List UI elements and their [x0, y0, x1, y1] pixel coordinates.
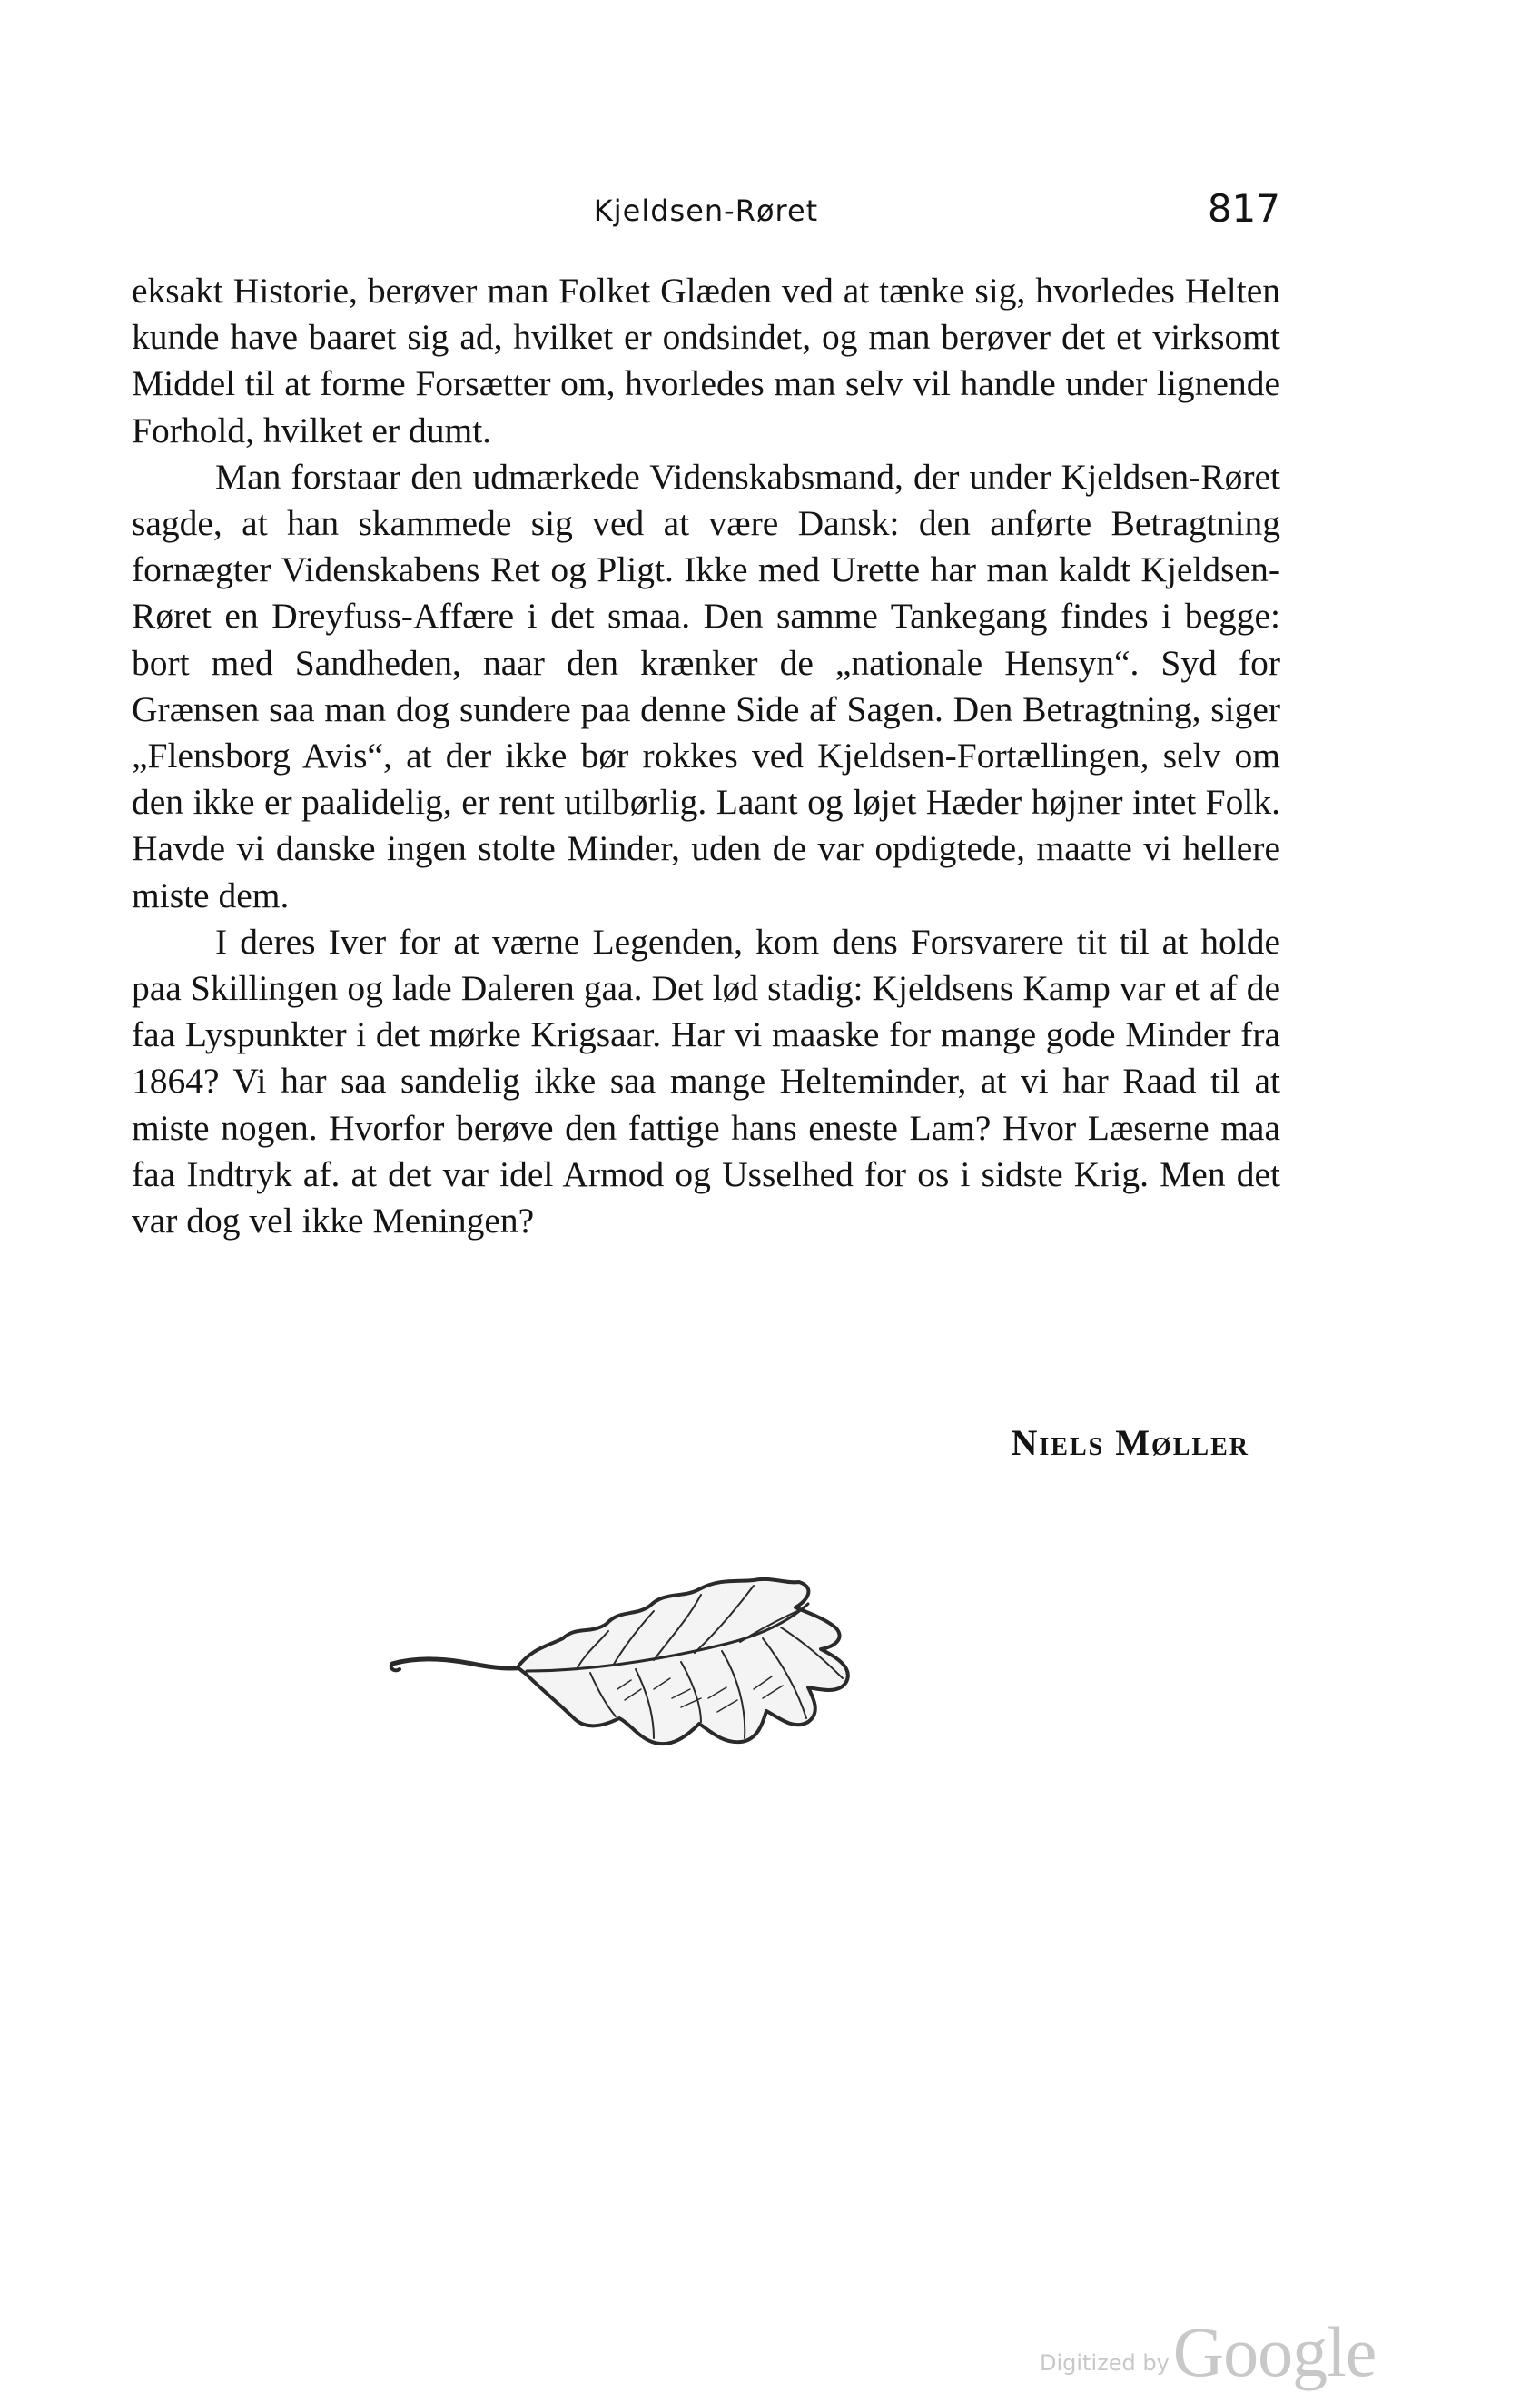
author-signature: Niels Møller — [1011, 1422, 1249, 1463]
digitized-prefix: Digitized by — [1040, 2350, 1170, 2376]
running-title: Kjeldsen-Røret — [593, 193, 819, 228]
oak-leaf-icon — [381, 1562, 926, 1771]
running-head — [132, 186, 1280, 241]
paragraph-3: I deres Iver for at værne Legenden, kom dens Forsvarere tit til at holde paa Skillingen og lade Daleren gaa. Det lød stadig: Kjeldsens Kamp var et af de faa Lyspunkter i det mørke Krigsaar. Har vi maaske for mange gode Minder fra 1864? Vi har saa sandelig ikke saa mange Helteminder, at vi har Raad til at miste nogen. Hvorfor berøve den fattige hans eneste Lam? Hvor Læserne maa faa Indtryk af. at det var idel Armod og Usselhed for os i sidste Krig. Men det var dog vel ikke Meningen? — [132, 921, 1280, 1241]
digitized-watermark — [1040, 2311, 1376, 2393]
paragraph-1: eksakt Historie, berøver man Folket Glæden ved at tænke sig, hvorledes Helten kunde have baaret sig ad, hvilket er ondsindet, og man berøver det et virksomt Middel til at forme Forsætter om, hvorledes man selv vil handle under lignende Forhold, hvilket er dumt. — [132, 271, 1280, 450]
body-text — [132, 268, 1280, 1244]
google-logo: Google — [1172, 2312, 1377, 2391]
page-number: 817 — [1207, 186, 1280, 231]
paragraph-2: Man forstaar den udmærkede Videnskabsmand, der under Kjeldsen-Røret sagde, at han skammede sig ved at være Dansk: den anførte Betragtning fornægter Videnskabens Ret og Pligt. Ikke med Urette har man kaldt Kjeldsen-Røret en Dreyfuss-Affære i det smaa. Den samme Tankegang findes i begge: bort med Sandheden, naar den krænker de „nationale Hensyn“. Syd for Grænsen saa man dog sundere paa denne Side af Sagen. Den Betragtning, siger „Flensborg Avis“, at der ikke bør rokkes ved Kjeldsen-Fortællingen, selv om den ikke er paalidelig, er rent utilbørlig. Laant og løjet Hæder højner intet Folk. Havde vi danske ingen stolte Minder, uden de var opdigtede, maatte vi hellere miste dem. — [132, 456, 1280, 915]
